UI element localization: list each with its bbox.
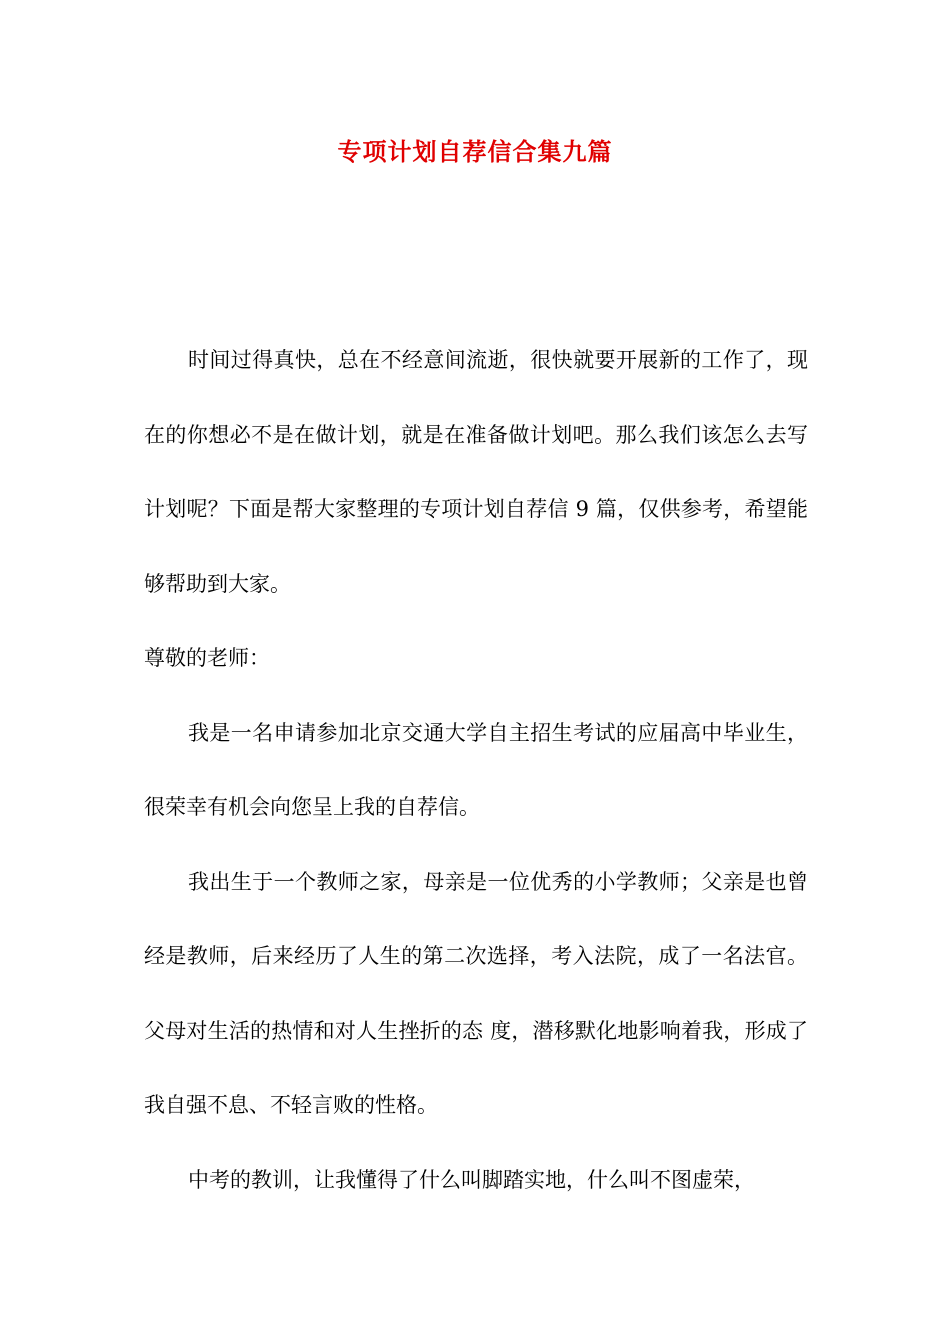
- document-title: 专项计划自荐信合集九篇: [337, 138, 613, 166]
- paragraph-lesson: 中考的教训，让我懂得了什么叫脚踏实地，什么叫不图虚荣，: [188, 1167, 755, 1192]
- paragraph-salutation: 尊敬的老师：: [144, 646, 270, 670]
- paragraph-self-introduction: 我是一名申请参加北京交通大学自主招生考试的应届高中毕业生，很荣幸有机会向您呈上我的自荐信。: [144, 720, 808, 819]
- paragraph-intro: 时间过得真快，总在不经意间流逝，很快就要开展新的工作了，现在的你想必不是在做计划，就是在准备做计划吧。那么我们该怎么去写计划呢？下面是帮大家整理的专项计划自荐信 9 篇，仅供参考，希望能够帮助到大家。: [144, 348, 808, 596]
- paragraph-family: 我出生于一个教师之家，母亲是一位优秀的小学教师；父亲是也曾经是教师，后来经历了人生的第二次选择，考入法院，成了一名法官。父母对生活的热情和对人生挫折的态 度，潜移默化地影响着我，形成了我自强不息、不轻言败的性格。: [144, 869, 808, 1117]
- document-body: [144, 323, 808, 1217]
